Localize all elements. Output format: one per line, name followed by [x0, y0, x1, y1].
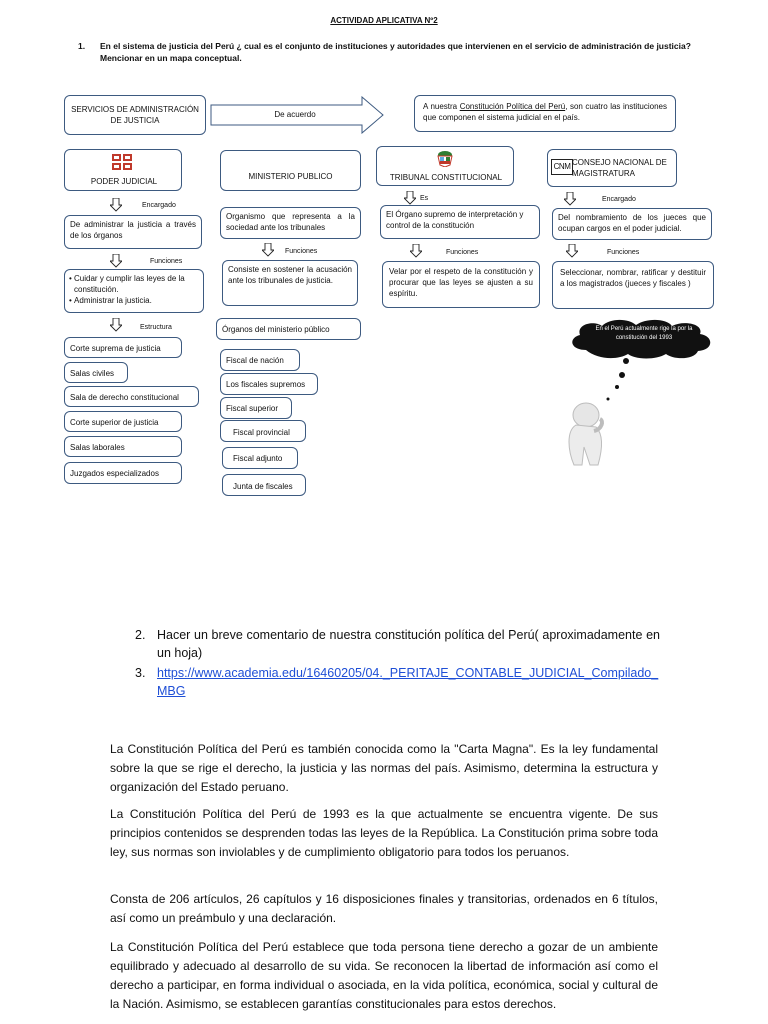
- tc-label-funciones: Funciones: [446, 249, 479, 256]
- pj-label-funciones: Funciones: [150, 258, 183, 265]
- paragraph: Consta de 206 artículos, 26 capítulos y 16 disposiciones finales y transitorias, ordenados en 6 títulos, así como un preámbulo y una declaración.: [110, 892, 658, 925]
- pj-title-box: [64, 149, 182, 191]
- down-arrow-icon: [110, 254, 122, 268]
- question-2-number: 2.: [135, 628, 146, 642]
- down-arrow-icon: [404, 191, 416, 205]
- question-3: [135, 664, 660, 700]
- map-root-note: A nuestra Constitución Política del Perú, son cuatro las instituciones que componen el sistema judicial en el país.: [414, 95, 676, 132]
- paragraph: La Constitución Política del Perú es también conocida como la "Carta Magna". Es la ley fundamental sobre la que se rige el derecho, la justicia y las normas del país. Asimismo, determina la estructura y organización del Estado peruano.: [110, 742, 658, 794]
- cnm-functions: Seleccionar, nombrar, ratificar y destituir a los magistrados (jueces y fiscales ): [552, 261, 714, 309]
- down-arrow-icon: [110, 198, 122, 212]
- tc-title-box: [376, 146, 514, 186]
- mp-label-funciones: Funciones: [285, 248, 318, 255]
- question-2: [135, 626, 660, 662]
- academia-link[interactable]: https://www.academia.edu/16460205/04._PERITAJE_CONTABLE_JUDICIAL_Compilado_MBG: [157, 666, 659, 698]
- mp-organ-item: Junta de fiscales: [222, 474, 306, 496]
- pj-functions: [64, 269, 204, 313]
- constitution-link-text: Constitución Política del Perú: [459, 102, 566, 111]
- thought-cloud-text: En el Perú actualmente rige la por la constitución del 1993: [595, 326, 693, 341]
- page-title: ACTIVIDAD APLICATIVA Nº2: [330, 16, 438, 25]
- cnm-desc: Del nombramiento de los jueces que ocupan cargos en el poder judicial.: [552, 208, 712, 240]
- down-arrow-icon: [110, 318, 122, 332]
- down-arrow-icon: [410, 244, 422, 258]
- tc-functions: Velar por el respeto de la constitución y procurar que las leyes se ajusten a su espíritu.: [382, 261, 540, 308]
- mp-desc: Organismo que representa a la sociedad ante los tribunales: [220, 207, 361, 239]
- tc-title: TRIBUNAL CONSTITUCIONAL: [389, 173, 503, 182]
- pj-structure-item: Corte suprema de justicia: [64, 337, 182, 358]
- mp-organ-item: Fiscal adjunto: [222, 447, 298, 469]
- coat-of-arms-icon: [434, 149, 456, 167]
- question-2-text: Hacer un breve comentario de nuestra constitución política del Perú( aproximadamente en un hoja): [157, 628, 660, 660]
- pj-title: PODER JUDICIAL: [90, 177, 158, 186]
- pj-structure-item: Salas laborales: [64, 436, 182, 457]
- mp-functions: Consiste en sostener la acusación ante los tribunales de justicia.: [222, 260, 358, 306]
- cnm-title-box: [547, 149, 677, 187]
- pj-structure-item: Juzgados especializados: [64, 462, 182, 484]
- question-1: [78, 40, 712, 64]
- question-1-number: 1.: [78, 41, 86, 51]
- thinking-figure-icon: [560, 355, 630, 470]
- mp-organ-item: Fiscal superior: [220, 397, 292, 419]
- list-item: • Cuidar y cumplir las leyes de la constitución.: [69, 274, 185, 294]
- question-1-text: En el sistema de justicia del Perú ¿ cual es el conjunto de instituciones y autoridades que intervienen en el servicio de administración de justicia? Mencionar en un mapa conceptual.: [100, 41, 691, 63]
- paragraph: La Constitución Política del Perú establece que toda persona tiene derecho a gozar de un ambiente equilibrado y adecuado al desarrollo de su vida. Se reconocen la libertad de información así como el derecho a participar, en forma individual o asociada, en la vida política, económica, social y cultural de la Nación. Asimismo, se establecen garantías constitucionales para estos derechos.: [110, 940, 658, 1011]
- pj-structure-item: Corte superior de justicia: [64, 411, 182, 432]
- pj-structure-item: Salas civiles: [64, 362, 128, 383]
- mp-organ-item: Fiscal provincial: [220, 420, 306, 442]
- mp-organs-title: Órganos del ministerio público: [216, 318, 361, 340]
- pj-label-estructura: Estructura: [140, 324, 172, 331]
- question-3-number: 3.: [135, 666, 146, 680]
- pj-desc: De administrar la justicia a través de los órganos: [64, 215, 202, 249]
- map-arrow-label: De acuerdo: [274, 110, 316, 119]
- poder-judicial-logo-icon: [112, 154, 132, 170]
- pj-label-encargado: Encargado: [142, 202, 176, 209]
- mp-title-box: [220, 150, 361, 191]
- cnm-logo-icon: CNM: [551, 159, 573, 175]
- down-arrow-icon: [566, 244, 578, 258]
- tc-desc: El Órgano supremo de interpretación y control de la constitución: [380, 205, 540, 239]
- mp-title: MINISTERIO PUBLICO: [248, 171, 333, 181]
- cnm-label-funciones: Funciones: [607, 249, 640, 256]
- tc-label-es: Es: [420, 195, 429, 202]
- pj-structure-item: Sala de derecho constitucional: [64, 386, 199, 407]
- list-item: • Administrar la justicia.: [69, 296, 152, 305]
- mp-organ-item: Fiscal de nación: [220, 349, 300, 371]
- paragraph: La Constitución Política del Perú de 1993 es la que actualmente se encuentra vigente. De sus principios contenidos se desprenden todas las leyes de la República. La Constitución prima sobre toda ley, sus normas son inviolables y de cumplimiento obligatorio para todos los peruanos.: [110, 807, 658, 859]
- down-arrow-icon: [262, 243, 274, 257]
- cnm-label-encargado: Encargado: [602, 196, 636, 203]
- mp-organ-item: Los fiscales supremos: [220, 373, 318, 395]
- down-arrow-icon: [564, 192, 576, 206]
- cnm-title: CONSEJO NACIONAL DE MAGISTRATURA: [572, 158, 667, 178]
- map-root-box: [64, 95, 206, 135]
- map-root-text: SERVICIOS DE ADMINISTRACIÓN DE JUSTICIA: [71, 105, 199, 125]
